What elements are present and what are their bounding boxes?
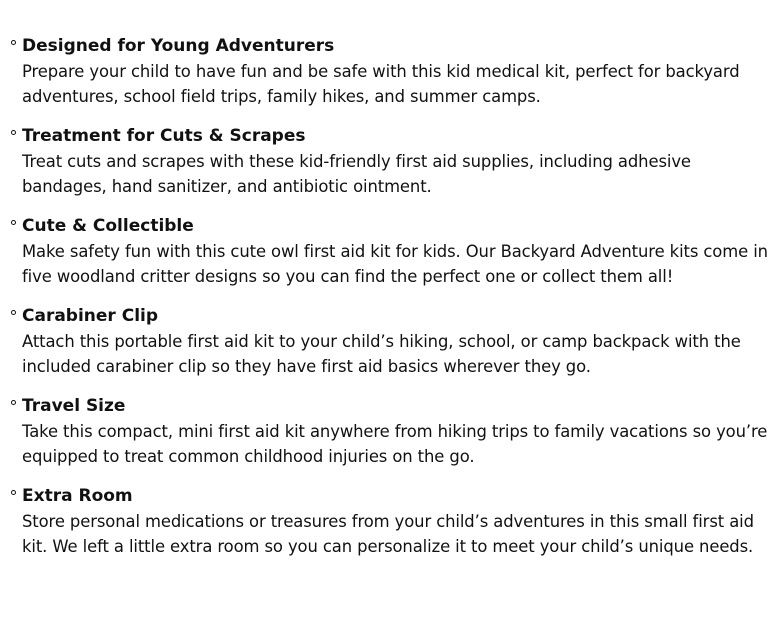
feature-description: Take this compact, mini first aid kit anywhere from hiking trips to family vacations so you’re equipped to treat common childhood injuries on the go. (22, 422, 768, 466)
feature-title: Cute & Collectible (22, 216, 194, 236)
feature-title: Treatment for Cuts & Scrapes (22, 126, 306, 146)
bullet-icon (11, 220, 16, 225)
feature-title: Travel Size (22, 396, 126, 416)
bullet-icon (11, 40, 16, 45)
list-item (22, 214, 771, 289)
feature-title: Carabiner Clip (22, 306, 159, 326)
feature-description: Make safety fun with this cute owl first aid kit for kids. Our Backyard Adventure kits come in five woodland critter designs so you can find the perfect one or collect them all! (22, 242, 768, 286)
bullet-icon (11, 130, 16, 135)
feature-description: Attach this portable first aid kit to your child’s hiking, school, or camp backpack with the included carabiner clip so they have first aid basics wherever they go. (22, 332, 741, 376)
list-item (22, 484, 771, 559)
list-item (22, 304, 771, 379)
feature-description: Treat cuts and scrapes with these kid-friendly first aid supplies, including adhesive bandages, hand sanitizer, and antibiotic ointment. (22, 152, 691, 196)
bullet-icon (11, 490, 16, 495)
list-item (22, 34, 771, 109)
list-item (22, 124, 771, 199)
list-item (22, 394, 771, 469)
feature-title: Designed for Young Adventurers (22, 36, 335, 56)
feature-description: Prepare your child to have fun and be safe with this kid medical kit, perfect for backyard adventures, school field trips, family hikes, and summer camps. (22, 62, 740, 106)
feature-title: Extra Room (22, 486, 133, 506)
bullet-icon (11, 310, 16, 315)
bullet-icon (11, 400, 16, 405)
feature-description: Store personal medications or treasures from your child’s adventures in this small first aid kit. We left a little extra room so you can personalize it to meet your child’s unique needs. (22, 512, 754, 556)
